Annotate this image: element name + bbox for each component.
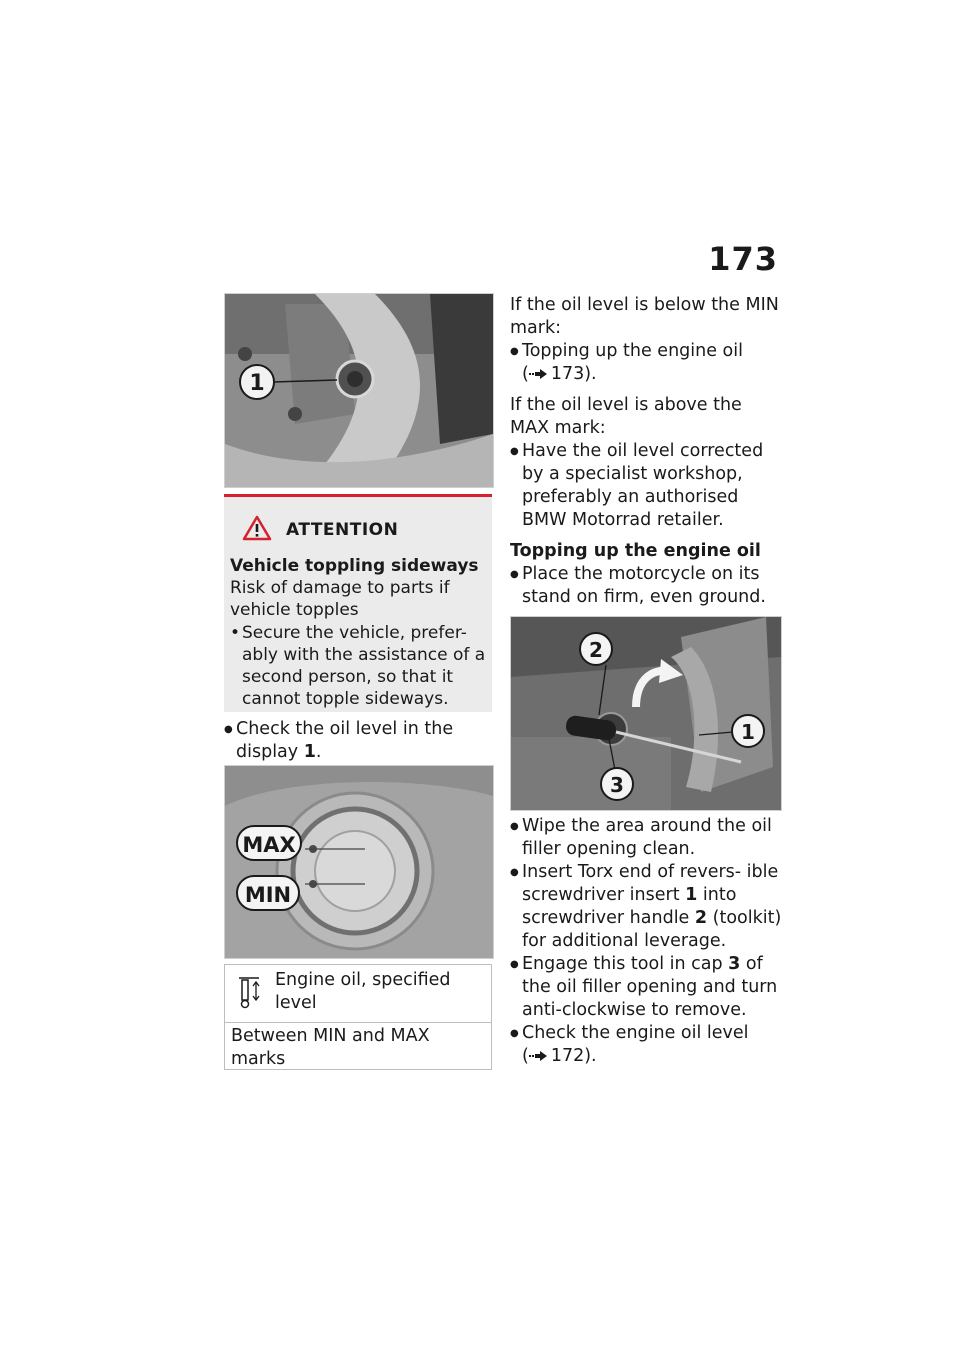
below-min-action: ● Topping up the engine oil ( 173). bbox=[510, 340, 782, 386]
callout-3: 3 bbox=[610, 773, 624, 797]
step-place-motorcycle: ● Place the motorcycle on its stand on firm, even ground. bbox=[510, 563, 782, 609]
max-label: MAX bbox=[242, 833, 296, 857]
step-engage-tool: ● Engage this tool in cap 3 of the oil filler opening and turn anti-clockwise to remove. bbox=[510, 953, 782, 1022]
callout-2: 2 bbox=[589, 638, 603, 662]
attention-title: ATTENTION bbox=[286, 520, 399, 540]
spec-name: Engine oil, specified level bbox=[275, 970, 451, 1013]
cross-reference-arrow-icon bbox=[529, 1045, 547, 1068]
spec-value: Between MIN and MAX marks bbox=[231, 1026, 430, 1069]
spec-table bbox=[224, 964, 492, 1070]
attention-risk: Risk of damage to parts if vehicle topples bbox=[230, 578, 450, 620]
right-column-steps bbox=[510, 815, 782, 1068]
attention-heading: Vehicle toppling sideways bbox=[230, 556, 479, 576]
topping-up-heading: Topping up the engine oil bbox=[510, 541, 761, 561]
callout-1: 1 bbox=[741, 720, 755, 744]
above-max-action: ● Have the oil level corrected by a specialist workshop, preferably an authorised BMW Motorrad retailer. bbox=[510, 440, 782, 532]
step-wipe: ● Wipe the area around the oil filler opening clean. bbox=[510, 815, 782, 861]
attention-box bbox=[224, 494, 492, 712]
callout-1: 1 bbox=[249, 371, 265, 396]
oil-level-gauge-icon bbox=[237, 975, 265, 1013]
cross-reference-arrow-icon bbox=[529, 363, 547, 386]
engine-oil-display-photo bbox=[224, 293, 494, 488]
step-check-display: ● Check the oil level in the display 1. bbox=[224, 718, 474, 764]
oil-level-window-photo bbox=[224, 765, 494, 959]
below-min-intro: If the oil level is below the MIN mark: bbox=[510, 295, 779, 338]
above-max-intro: If the oil level is above the MAX mark: bbox=[510, 395, 742, 438]
oil-filler-tool-photo bbox=[510, 616, 782, 811]
page-number: 173 bbox=[708, 240, 778, 278]
warning-triangle-icon bbox=[242, 515, 272, 545]
step-insert-torx: ● Insert Torx end of revers- ible screwdriver insert 1 into screwdriver handle 2 (toolkit) for additional leverage. bbox=[510, 861, 782, 953]
right-column bbox=[510, 294, 782, 609]
min-label: MIN bbox=[244, 883, 292, 907]
attention-bullet: • Secure the vehicle, prefer- ably with the assistance of a second person, so that it cannot topple sideways. bbox=[230, 622, 486, 710]
step-check-level: ● Check the engine oil level ( 172). bbox=[510, 1022, 782, 1068]
